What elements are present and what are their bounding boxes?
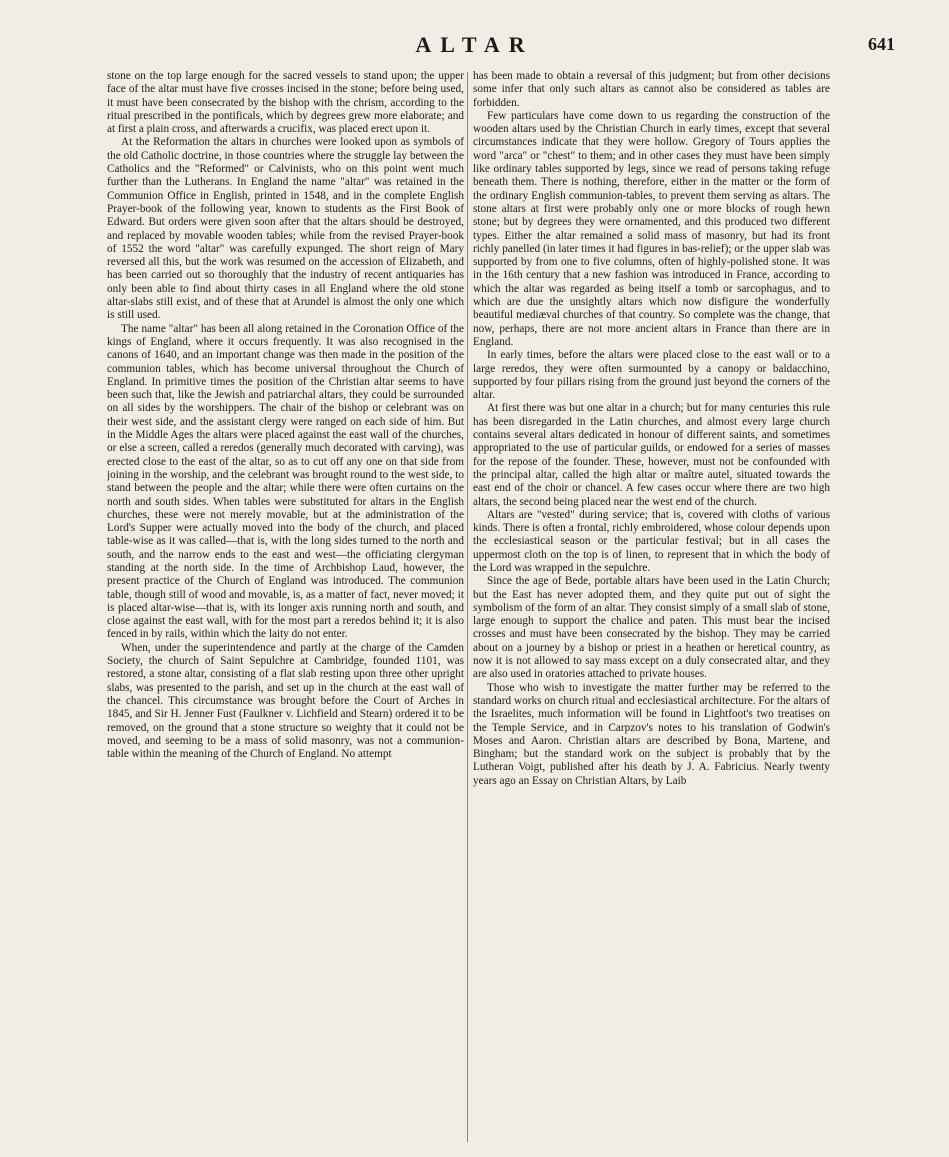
paragraph: The name "altar" has been all along retained in the Coronation Office of the kings of England, where it occurs frequently. It was also recognised in the canons of 1640, and an important change was then made in the position of the communion tables, which has become universal throughout the Church of England. In primitive times the position of the Christian altar seems to have been such that, like the Jewish and patriarchal altars, they could be surrounded on all sides by the worshippers. The chair of the bishop or celebrant was on their west side, and the assistant clergy were ranged on each side of him. But in the Middle Ages the altars were placed against the east wall of the churches, or else a screen, called a reredos (generally much decorated with carving), was erected close to the east of the altar, so as to cut off any one on that side from joining in the worship, and the celebrant was brought round to the west side, to stand between the people and the altar; while there were often curtains on the north and south sides. When tables were substituted for altars in the English churches, these were not merely movable, but at the administration of the Lord's Supper were actually moved into the body of the church, and placed table-wise as it was called—that is, with the long sides turned to the north and south, and the narrow ends to the east and west—the officiating clergyman standing at the north side. In the time of Archbishop Laud, however, the present practice of the Church of England was introduced. The communion table, though still of wood and movable, is, as a matter of fact, never moved; it is placed altar-wise—that is, with its longer axis running north and south, and close against the east wall, with for the most part a reredos behind it; it is also fenced in by rails, within which the laity do not enter. bbox=[107, 322, 464, 641]
column-divider bbox=[467, 72, 468, 1142]
running-header bbox=[0, 32, 949, 66]
paragraph: When, under the superintendence and partly at the charge of the Camden Society, the church of Saint Sepulchre at Cambridge, founded 1101, was restored, a stone altar, consisting of a flat slab resting upon three other upright slabs, was presented to the parish, and set up in the church at the east wall of the chancel. This circumstance was brought before the Court of Arches in 1845, and Sir H. Jenner Fust (Faulkner v. Lichfield and Stearn) ordered it to be removed, on the ground that a stone structure so weighty that it could not be moved, and seeming to be a mass of solid masonry, was not a communion-table within the meaning of the Church of England. No attempt bbox=[107, 641, 464, 761]
paragraph: Few particulars have come down to us regarding the construction of the wooden altars used by the Christian Church in early times, except that several circumstances indicate that they were hollow. Gregory of Tours applies the word "arca" or "chest" to them; and in other cases they must have been simply like ordinary tables supported by legs, since we read of persons taking refuge beneath them. There is nothing, therefore, either in the matter or the form of the ordinary English communion-tables, to prevent them serving as altars. The stone altars at first were probably only one or more blocks of rough hewn stone; but by degrees they were ornamented, and this produced two different types. Either the altar remained a solid mass of masonry, but had its front richly panelled (in later times it had figures in bas-relief); or the upper slab was supported by from one to five columns, often of highly-polished stone. It was in the 16th century that a new fashion was introduced in France, according to which the altar was regarded as being itself a tomb or sarcophagus, and to which are due the unsightly altars which now disfigure the wonderfully beautiful mediæval churches of that country. So complete was the change, that now, perhaps, there are not more ancient altars in France than there are in England. bbox=[473, 109, 830, 348]
page-title: ALTAR bbox=[415, 32, 534, 57]
paragraph: Those who wish to investigate the matter further may be referred to the standard works on church ritual and ecclesiastical architecture. For the altars of the Israelites, much information will be found in Lightfoot's two treatises on the Temple Service, and in Carpzov's notes to his translation of Godwin's Moses and Aaron. Christian altars are described by Bona, Martene, and Bingham; but the standard work on the subject is probably that by the Lutheran Voigt, published after his death by J. A. Fabricius. Nearly twenty years ago an Essay on Christian Altars, by Laib bbox=[473, 681, 830, 787]
page-number: 641 bbox=[868, 34, 895, 54]
paragraph: stone on the top large enough for the sacred vessels to stand upon; the upper face of the altar must have five crosses incised in the stone; before being used, it must have been consecrated by the bishop with the chrism, according to the ritual prescribed in the pontificals, which by degrees grew more elaborate; and at first a plain cross, and afterwards a crucifix, was placed erect upon it. bbox=[107, 70, 464, 136]
paragraph: has been made to obtain a reversal of this judgment; but from other decisions some infer that only such altars as cannot also be considered as tables are forbidden. bbox=[473, 70, 830, 109]
paragraph: Altars are "vested" during service; that is, covered with cloths of various kinds. There is often a frontal, richly embroidered, whose colour depends upon the ecclesiastical season or the particular festival; but in all cases the uppermost cloth on the top is of linen, to represent that in which the body of the Lord was wrapped in the sepulchre. bbox=[473, 508, 830, 574]
paragraph: Since the age of Bede, portable altars have been used in the Latin Church; but the East has never adopted them, and they quite put out of sight the symbolism of the form of an altar. They consist simply of a small slab of stone, large enough to support the chalice and paten. This must bear the incised crosses and must have been consecrated by the bishop. They may be carried about on a journey by a bishop or priest in a heathen or heretical country, as now it is not allowed to say mass except on a duly consecrated altar, and they are also used in oratories attached to private houses. bbox=[473, 575, 830, 681]
left-column bbox=[107, 70, 464, 1142]
right-column bbox=[473, 70, 830, 1142]
paragraph: At the Reformation the altars in churches were looked upon as symbols of the old Catholic doctrine, in those countries where the struggle lay between the Catholics and the "Reformed" or Calvinists, who on this point went much further than the Lutherans. In England the name "altar" was retained in the Communion Office in English, printed in 1548, and in the complete English Prayer-book of the following year, known to students as the First Book of Edward. But orders were given soon after that the altars should be destroyed, and replaced by movable wooden tables; while from the revised Prayer-book of 1552 the word "altar" was carefully expunged. The short reign of Mary reversed all this, but the work was resumed on the accession of Elizabeth, and has been carried out so thoroughly that the industry of recent antiquaries has only been able to find about thirty cases in all England where the old stone altar-slabs still exist, and of these that at Arundel is almost the only one which is still used. bbox=[107, 136, 464, 322]
paragraph: In early times, before the altars were placed close to the east wall or to a large reredos, they were often surmounted by a canopy or baldacchino, supported by four pillars rising from the ground just beyond the corners of the altar. bbox=[473, 349, 830, 402]
paragraph: At first there was but one altar in a church; but for many centuries this rule has been disregarded in the Latin churches, and almost every large church contains several altars dedicated in honour of different saints, and sometimes appropriated to the use of particular guilds, or endowed for a series of masses for the repose of the founder. These, however, must not be confounded with the principal altar, called the high altar or maître autel, situated towards the east end of the choir or chancel. A few cases occur where there are two high altars, the second being placed near the west end of the church. bbox=[473, 402, 830, 508]
